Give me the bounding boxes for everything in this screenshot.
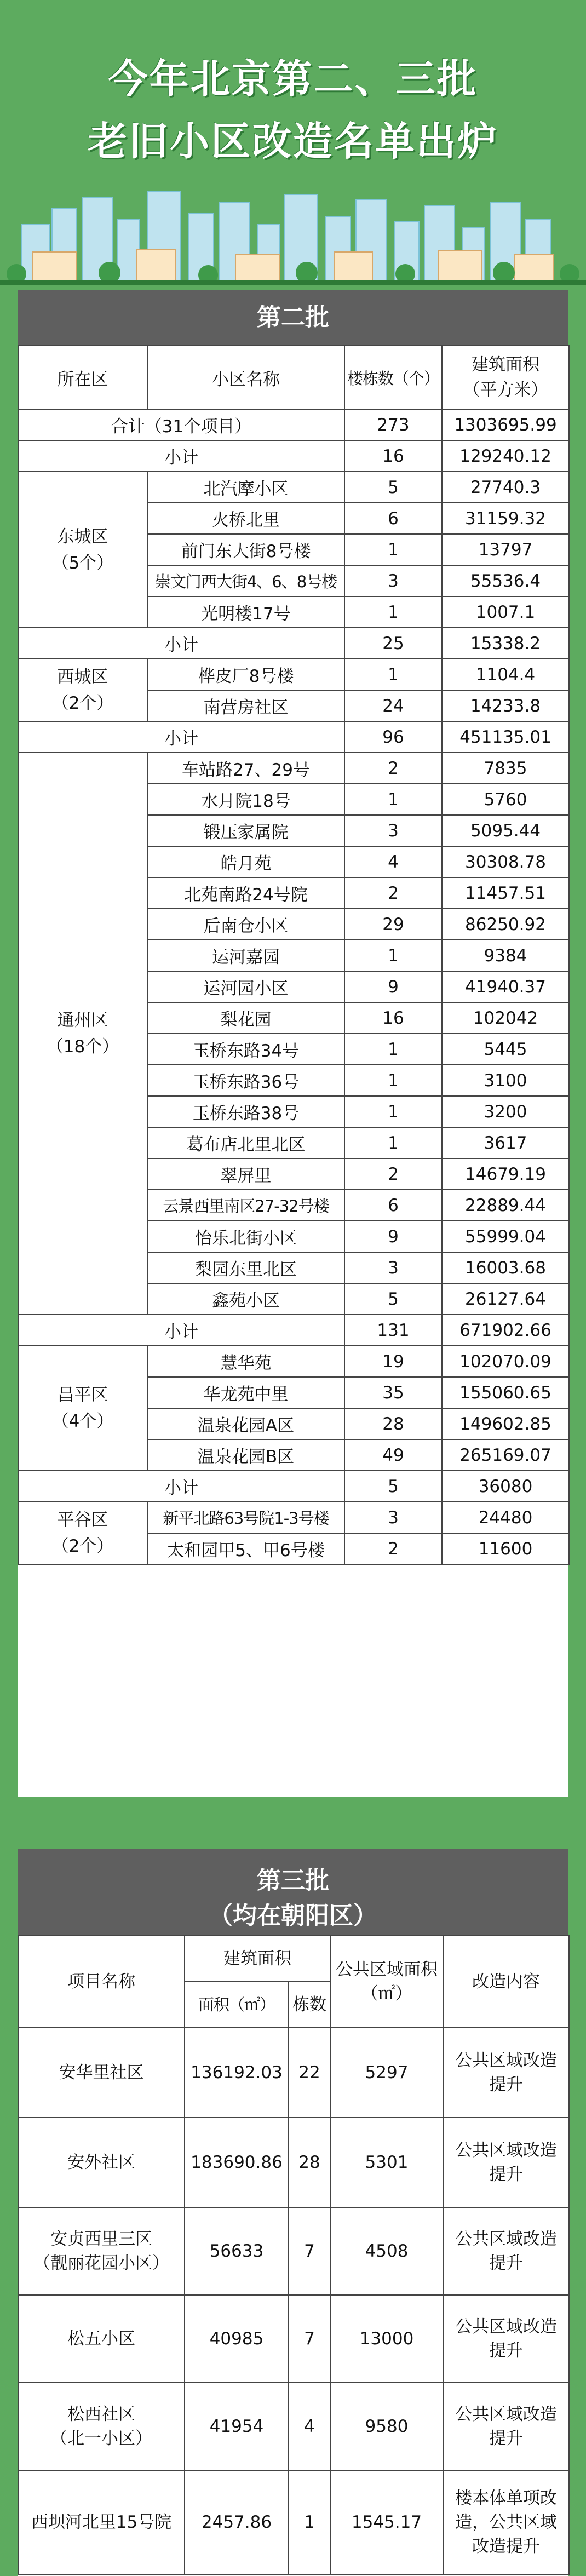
district-cell	[18, 472, 147, 628]
subtotal-buildings: 16	[344, 440, 442, 472]
batch3-project-row	[18, 2207, 569, 2295]
project-area: 41954	[185, 2383, 289, 2470]
project-content: 公共区域改造提升	[443, 2118, 569, 2207]
project-name: 皓月苑	[147, 846, 344, 877]
subtotal-label: 小计	[18, 628, 344, 659]
project-area: 155060.65	[442, 1377, 569, 1408]
project-area: 2457.86	[185, 2470, 289, 2574]
total-buildings: 273	[344, 409, 442, 440]
project-area: 31159.32	[442, 503, 569, 534]
batch2-subtotal-row	[18, 628, 569, 659]
project-buildings: 1	[344, 1096, 442, 1127]
project-area: 41940.37	[442, 971, 569, 1002]
project-area: 11457.51	[442, 877, 569, 909]
project-area: 40985	[185, 2295, 289, 2383]
project-buildings: 49	[344, 1439, 442, 1471]
project-name: 水月院18号	[147, 784, 344, 815]
district-count: （5个）	[51, 553, 114, 573]
project-area: 136192.03	[185, 2028, 289, 2118]
batch3-heading-line1: 第三批	[257, 1867, 329, 1895]
project-buildings: 29	[344, 909, 442, 940]
project-name: 新平北路63号院1-3号楼	[147, 1502, 344, 1533]
project-area: 13797	[442, 534, 569, 565]
project-name-line1: 安华里社区	[59, 2063, 144, 2082]
project-buildings: 22	[289, 2028, 330, 2118]
subtotal-area: 671902.66	[442, 1315, 569, 1346]
project-name: 梨花园	[147, 1002, 344, 1034]
col-area-group-header: 建筑面积	[185, 1936, 330, 1982]
project-name-line1: 松西社区	[67, 2405, 135, 2424]
project-area: 30308.78	[442, 846, 569, 877]
project-content: 公共区域改造提升	[443, 2383, 569, 2470]
project-buildings: 1	[289, 2470, 330, 2574]
project-name: 温泉花园A区	[147, 1408, 344, 1439]
project-name: 南营房社区	[147, 690, 344, 721]
project-name-line1: 安外社区	[67, 2153, 135, 2172]
project-buildings: 24	[344, 690, 442, 721]
district-name: 平谷区	[57, 1510, 108, 1530]
project-name-line1: 松五小区	[67, 2329, 135, 2349]
project-name: 崇文门西大街4、6、8号楼	[147, 565, 344, 596]
col-name-header: 小区名称	[147, 346, 344, 409]
page-title-line1: 今年北京第二、三批	[108, 56, 478, 102]
project-area: 86250.92	[442, 909, 569, 940]
col-buildings-header: 楼栋数（个）	[344, 346, 442, 409]
project-name: 鑫苑小区	[147, 1283, 344, 1315]
project-area: 14233.8	[442, 690, 569, 721]
project-buildings: 6	[344, 1190, 442, 1221]
project-name-line2: （靓丽花园小区）	[33, 2253, 169, 2273]
district-cell	[18, 753, 147, 1315]
col-district-header: 所在区	[18, 346, 147, 409]
project-public-area: 5297	[330, 2028, 443, 2118]
batch2-table	[18, 345, 570, 1565]
project-area: 14679.19	[442, 1158, 569, 1190]
project-buildings: 3	[344, 565, 442, 596]
project-name: 光明楼17号	[147, 596, 344, 628]
project-content: 楼本体单项改造，公共区域改造提升	[443, 2470, 569, 2574]
col-content-header: 改造内容	[443, 1936, 569, 2028]
project-area: 5760	[442, 784, 569, 815]
project-name: 葛布店北里北区	[147, 1127, 344, 1158]
project-area: 102070.09	[442, 1346, 569, 1377]
project-area: 26127.64	[442, 1283, 569, 1315]
district-name: 西城区	[57, 667, 108, 687]
project-name	[18, 2470, 185, 2574]
project-buildings: 2	[344, 877, 442, 909]
project-buildings: 4	[289, 2383, 330, 2470]
project-buildings: 1	[344, 784, 442, 815]
subtotal-label: 小计	[18, 440, 344, 472]
page-title-line2: 老旧小区改造名单出炉	[87, 118, 498, 164]
batch2-total-row	[18, 409, 569, 440]
batch3-project-row	[18, 2028, 569, 2118]
project-area: 9384	[442, 940, 569, 971]
project-buildings: 7	[289, 2207, 330, 2295]
subtotal-label: 小计	[18, 1315, 344, 1346]
project-content: 公共区域改造提升	[443, 2295, 569, 2383]
batch3-project-row	[18, 2470, 569, 2574]
batch2-project-row	[18, 1346, 569, 1377]
district-name: 昌平区	[57, 1385, 108, 1405]
project-area: 1007.1	[442, 596, 569, 628]
project-area: 5095.44	[442, 815, 569, 846]
project-public-area: 9580	[330, 2383, 443, 2470]
district-cell	[18, 1346, 147, 1471]
subtotal-area: 36080	[442, 1471, 569, 1502]
project-buildings: 9	[344, 971, 442, 1002]
project-name	[18, 2207, 185, 2295]
project-area: 55999.04	[442, 1221, 569, 1252]
batch3-panel	[18, 1849, 568, 2576]
project-public-area: 4508	[330, 2207, 443, 2295]
project-public-area: 13000	[330, 2295, 443, 2383]
batch3-project-row	[18, 2118, 569, 2207]
district-cell	[18, 1502, 147, 1564]
project-name: 怡乐北街小区	[147, 1221, 344, 1252]
project-name: 太和园甲5、甲6号楼	[147, 1533, 344, 1564]
batch3-project-row	[18, 2295, 569, 2383]
project-name: 桦皮厂8号楼	[147, 659, 344, 690]
project-name: 运河园小区	[147, 971, 344, 1002]
project-buildings: 3	[344, 1252, 442, 1283]
subtotal-area: 15338.2	[442, 628, 569, 659]
batch3-heading	[18, 1849, 568, 1935]
col-area-header-line1: 建筑面积	[472, 355, 539, 375]
col-area-header-line2: （平方米）	[463, 380, 548, 400]
project-name-line1: 西坝河北里15号院	[31, 2512, 172, 2532]
project-area: 3100	[442, 1065, 569, 1096]
project-area: 16003.68	[442, 1252, 569, 1283]
district-cell	[18, 659, 147, 721]
project-buildings: 3	[344, 1502, 442, 1533]
col-public-area-header-line1: 公共区域面积	[336, 1960, 438, 1980]
batch2-subtotal-row	[18, 440, 569, 472]
batch2-project-row	[18, 659, 569, 690]
project-buildings: 2	[344, 1158, 442, 1190]
batch2-heading: 第二批	[18, 290, 568, 345]
project-area: 149602.85	[442, 1408, 569, 1439]
subtotal-area: 129240.12	[442, 440, 569, 472]
subtotal-area: 451135.01	[442, 721, 569, 753]
batch2-subtotal-row	[18, 721, 569, 753]
batch2-project-row	[18, 753, 569, 784]
project-area: 183690.86	[185, 2118, 289, 2207]
batch2-panel	[18, 290, 568, 1797]
batch2-project-row	[18, 472, 569, 503]
project-name: 北汽摩小区	[147, 472, 344, 503]
project-buildings: 1	[344, 1034, 442, 1065]
project-name: 温泉花园B区	[147, 1439, 344, 1471]
project-area: 102042	[442, 1002, 569, 1034]
col-public-area-header	[330, 1936, 443, 2028]
subtotal-buildings: 96	[344, 721, 442, 753]
subtotal-label: 小计	[18, 721, 344, 753]
project-area: 3617	[442, 1127, 569, 1158]
batch2-subtotal-row	[18, 1315, 569, 1346]
district-name: 通州区	[57, 1011, 108, 1030]
batch2-subtotal-row	[18, 1471, 569, 1502]
project-name-line2: （北一小区）	[50, 2429, 152, 2448]
project-buildings: 9	[344, 1221, 442, 1252]
project-buildings: 16	[344, 1002, 442, 1034]
project-area: 7835	[442, 753, 569, 784]
col-public-area-header-line2: （㎡）	[361, 1984, 412, 2004]
project-buildings: 6	[344, 503, 442, 534]
project-buildings: 35	[344, 1377, 442, 1408]
city-skyline-illustration	[0, 186, 586, 285]
project-name: 梨园东里北区	[147, 1252, 344, 1283]
project-public-area: 1545.17	[330, 2470, 443, 2574]
project-buildings: 1	[344, 940, 442, 971]
project-name: 北苑南路24号院	[147, 877, 344, 909]
project-name: 玉桥东路36号	[147, 1065, 344, 1096]
subtotal-buildings: 5	[344, 1471, 442, 1502]
district-count: （18个）	[46, 1037, 119, 1057]
project-name: 锻压家属院	[147, 815, 344, 846]
project-buildings: 2	[344, 753, 442, 784]
project-name: 前门东大街8号楼	[147, 534, 344, 565]
project-buildings: 2	[344, 1533, 442, 1564]
project-buildings: 1	[344, 1065, 442, 1096]
project-area: 11600	[442, 1533, 569, 1564]
project-area: 22889.44	[442, 1190, 569, 1221]
total-label: 合计（31个项目）	[18, 409, 344, 440]
district-count: （2个）	[51, 693, 114, 713]
project-name	[18, 2383, 185, 2470]
project-buildings: 4	[344, 846, 442, 877]
col-area-header: 面积（㎡）	[185, 1982, 289, 2028]
project-name: 华龙苑中里	[147, 1377, 344, 1408]
total-area: 1303695.99	[442, 409, 569, 440]
project-area: 24480	[442, 1502, 569, 1533]
batch3-table	[18, 1935, 570, 2575]
project-buildings: 1	[344, 659, 442, 690]
project-public-area: 5301	[330, 2118, 443, 2207]
batch2-header-row	[18, 346, 569, 409]
project-buildings: 5	[344, 472, 442, 503]
project-buildings: 3	[344, 815, 442, 846]
project-content: 公共区域改造提升	[443, 2028, 569, 2118]
batch3-project-row	[18, 2383, 569, 2470]
batch3-heading-line2: （均在朝阳区）	[209, 1902, 377, 1930]
project-name-line1: 安贞西里三区	[50, 2229, 152, 2249]
district-count: （2个）	[51, 1536, 114, 1556]
project-buildings: 1	[344, 596, 442, 628]
col-buildings-header: 栋数	[289, 1982, 330, 2028]
project-name	[18, 2118, 185, 2207]
district-name: 东城区	[57, 526, 108, 547]
project-buildings: 19	[344, 1346, 442, 1377]
project-name: 后南仓小区	[147, 909, 344, 940]
district-count: （4个）	[51, 1412, 114, 1431]
project-area: 56633	[185, 2207, 289, 2295]
project-name: 慧华苑	[147, 1346, 344, 1377]
project-name: 云景西里南区27-32号楼	[147, 1190, 344, 1221]
project-buildings: 28	[289, 2118, 330, 2207]
batch2-project-row	[18, 1502, 569, 1533]
project-area: 55536.4	[442, 565, 569, 596]
project-name	[18, 2028, 185, 2118]
project-area: 3200	[442, 1096, 569, 1127]
title-area	[0, 0, 586, 164]
subtotal-label: 小计	[18, 1471, 344, 1502]
project-name: 火桥北里	[147, 503, 344, 534]
project-name: 车站路27、29号	[147, 753, 344, 784]
project-area: 5445	[442, 1034, 569, 1065]
batch3-header-row	[18, 1936, 569, 1982]
project-name: 翠屏里	[147, 1158, 344, 1190]
project-name	[18, 2295, 185, 2383]
project-buildings: 1	[344, 1127, 442, 1158]
col-area-header	[442, 346, 569, 409]
col-project-name-header: 项目名称	[18, 1936, 185, 2028]
subtotal-buildings: 131	[344, 1315, 442, 1346]
subtotal-buildings: 25	[344, 628, 442, 659]
project-content: 公共区域改造提升	[443, 2207, 569, 2295]
project-name: 运河嘉园	[147, 940, 344, 971]
project-area: 265169.07	[442, 1439, 569, 1471]
project-name: 玉桥东路38号	[147, 1096, 344, 1127]
project-buildings: 1	[344, 534, 442, 565]
project-buildings: 5	[344, 1283, 442, 1315]
project-area: 1104.4	[442, 659, 569, 690]
project-name: 玉桥东路34号	[147, 1034, 344, 1065]
project-buildings: 28	[344, 1408, 442, 1439]
project-buildings: 7	[289, 2295, 330, 2383]
project-area: 27740.3	[442, 472, 569, 503]
